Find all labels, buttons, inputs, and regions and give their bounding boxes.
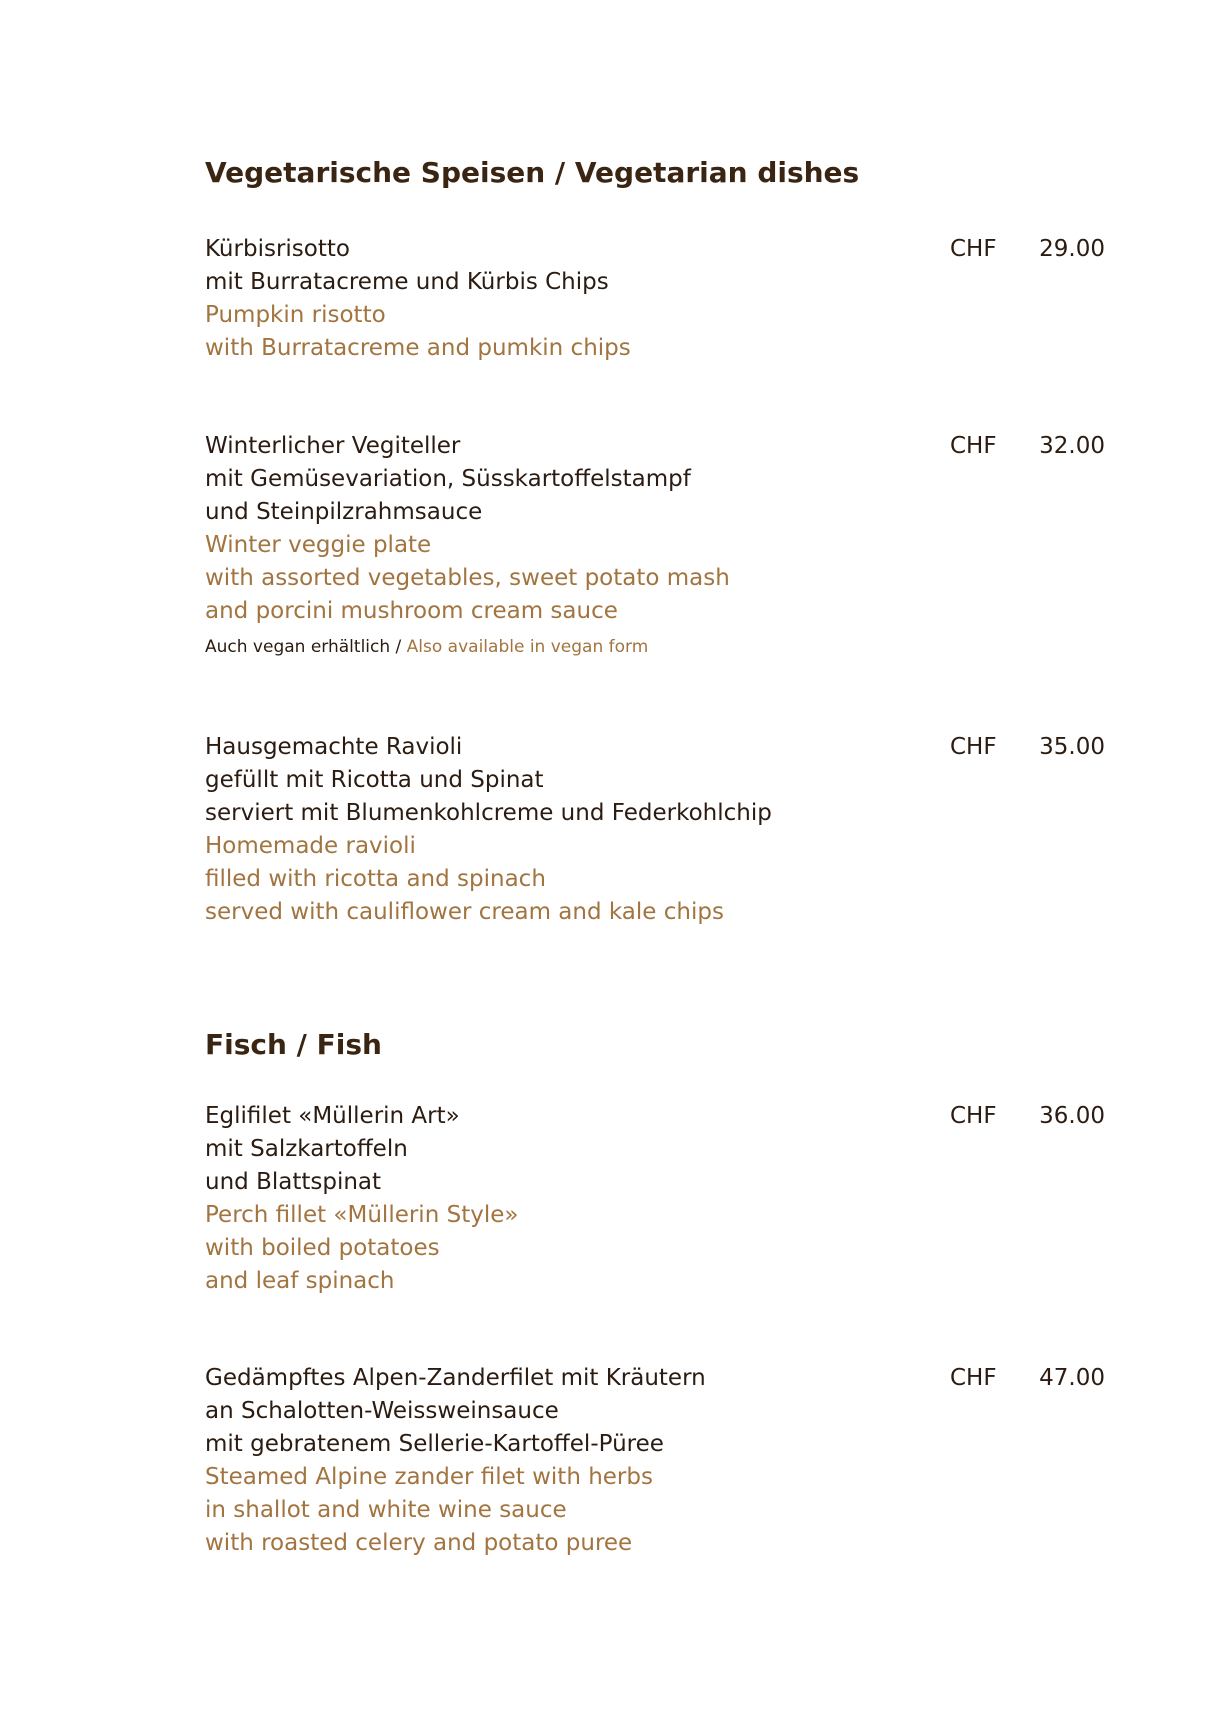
vegan-note-de: Auch vegan erhältlich / xyxy=(205,637,402,657)
item-price: 36.00 xyxy=(1039,1103,1105,1129)
item-currency: CHF xyxy=(950,433,997,459)
item-desc-de: an Schalotten-Weissweinsauce xyxy=(205,1398,559,1424)
item-desc-de: mit Salzkartoffeln xyxy=(205,1136,408,1162)
item-currency: CHF xyxy=(950,1103,997,1129)
menu-item-winter-veggie-plate xyxy=(205,430,1105,660)
item-desc-de: mit gebratenem Sellerie-Kartoffel-Püree xyxy=(205,1431,664,1457)
menu-item-homemade-ravioli xyxy=(205,731,1105,929)
item-desc-en: filled with ricotta and spinach xyxy=(205,866,546,892)
item-price: 35.00 xyxy=(1039,734,1105,760)
item-desc-en: with boiled potatoes xyxy=(205,1235,440,1261)
item-desc-de: mit Burratacreme und Kürbis Chips xyxy=(205,269,609,295)
item-desc-en: with assorted vegetables, sweet potato mash xyxy=(205,565,730,591)
item-name-en: Pumpkin risotto xyxy=(205,302,386,328)
item-name-de: Eglifilet «Müllerin Art» xyxy=(205,1103,460,1129)
item-name-en: Homemade ravioli xyxy=(205,833,416,859)
item-price: 32.00 xyxy=(1039,433,1105,459)
item-name-en: Perch fillet «Müllerin Style» xyxy=(205,1202,519,1228)
item-desc-en: and leaf spinach xyxy=(205,1268,395,1294)
item-name-en: Winter veggie plate xyxy=(205,532,432,558)
item-desc-en: served with cauliflower cream and kale chips xyxy=(205,899,724,925)
item-price: 29.00 xyxy=(1039,236,1105,262)
item-name-de: Winterlicher Vegiteller xyxy=(205,433,461,459)
item-desc-en: and porcini mushroom cream sauce xyxy=(205,598,618,624)
item-price: 47.00 xyxy=(1039,1365,1105,1391)
menu-item-pumpkin-risotto xyxy=(205,233,1105,365)
vegan-note-en: Also available in vegan form xyxy=(406,637,649,657)
item-desc-en: with Burratacreme and pumkin chips xyxy=(205,335,631,361)
item-desc-de: gefüllt mit Ricotta und Spinat xyxy=(205,767,544,793)
item-currency: CHF xyxy=(950,1365,997,1391)
item-desc-en: with roasted celery and potato puree xyxy=(205,1530,633,1556)
item-currency: CHF xyxy=(950,236,997,262)
item-desc-de: mit Gemüsevariation, Süsskartoffelstampf xyxy=(205,466,691,492)
item-name-de: Gedämpftes Alpen-Zanderfilet mit Kräutern xyxy=(205,1365,706,1391)
item-desc-de: und Steinpilzrahmsauce xyxy=(205,499,483,525)
vegan-note xyxy=(205,634,1105,660)
item-name-de: Kürbisrisotto xyxy=(205,236,350,262)
section-title-fish: Fisch / Fish xyxy=(205,1028,382,1061)
item-desc-en: in shallot and white wine sauce xyxy=(205,1497,567,1523)
item-name-en: Steamed Alpine zander filet with herbs xyxy=(205,1464,653,1490)
item-currency: CHF xyxy=(950,734,997,760)
menu-item-zander-filet xyxy=(205,1362,1105,1560)
section-title-vegetarian: Vegetarische Speisen / Vegetarian dishes xyxy=(205,156,860,189)
item-desc-de: serviert mit Blumenkohlcreme und Federkohlchip xyxy=(205,800,772,826)
item-desc-de: und Blattspinat xyxy=(205,1169,382,1195)
item-name-de: Hausgemachte Ravioli xyxy=(205,734,463,760)
menu-item-perch-fillet xyxy=(205,1100,1105,1298)
